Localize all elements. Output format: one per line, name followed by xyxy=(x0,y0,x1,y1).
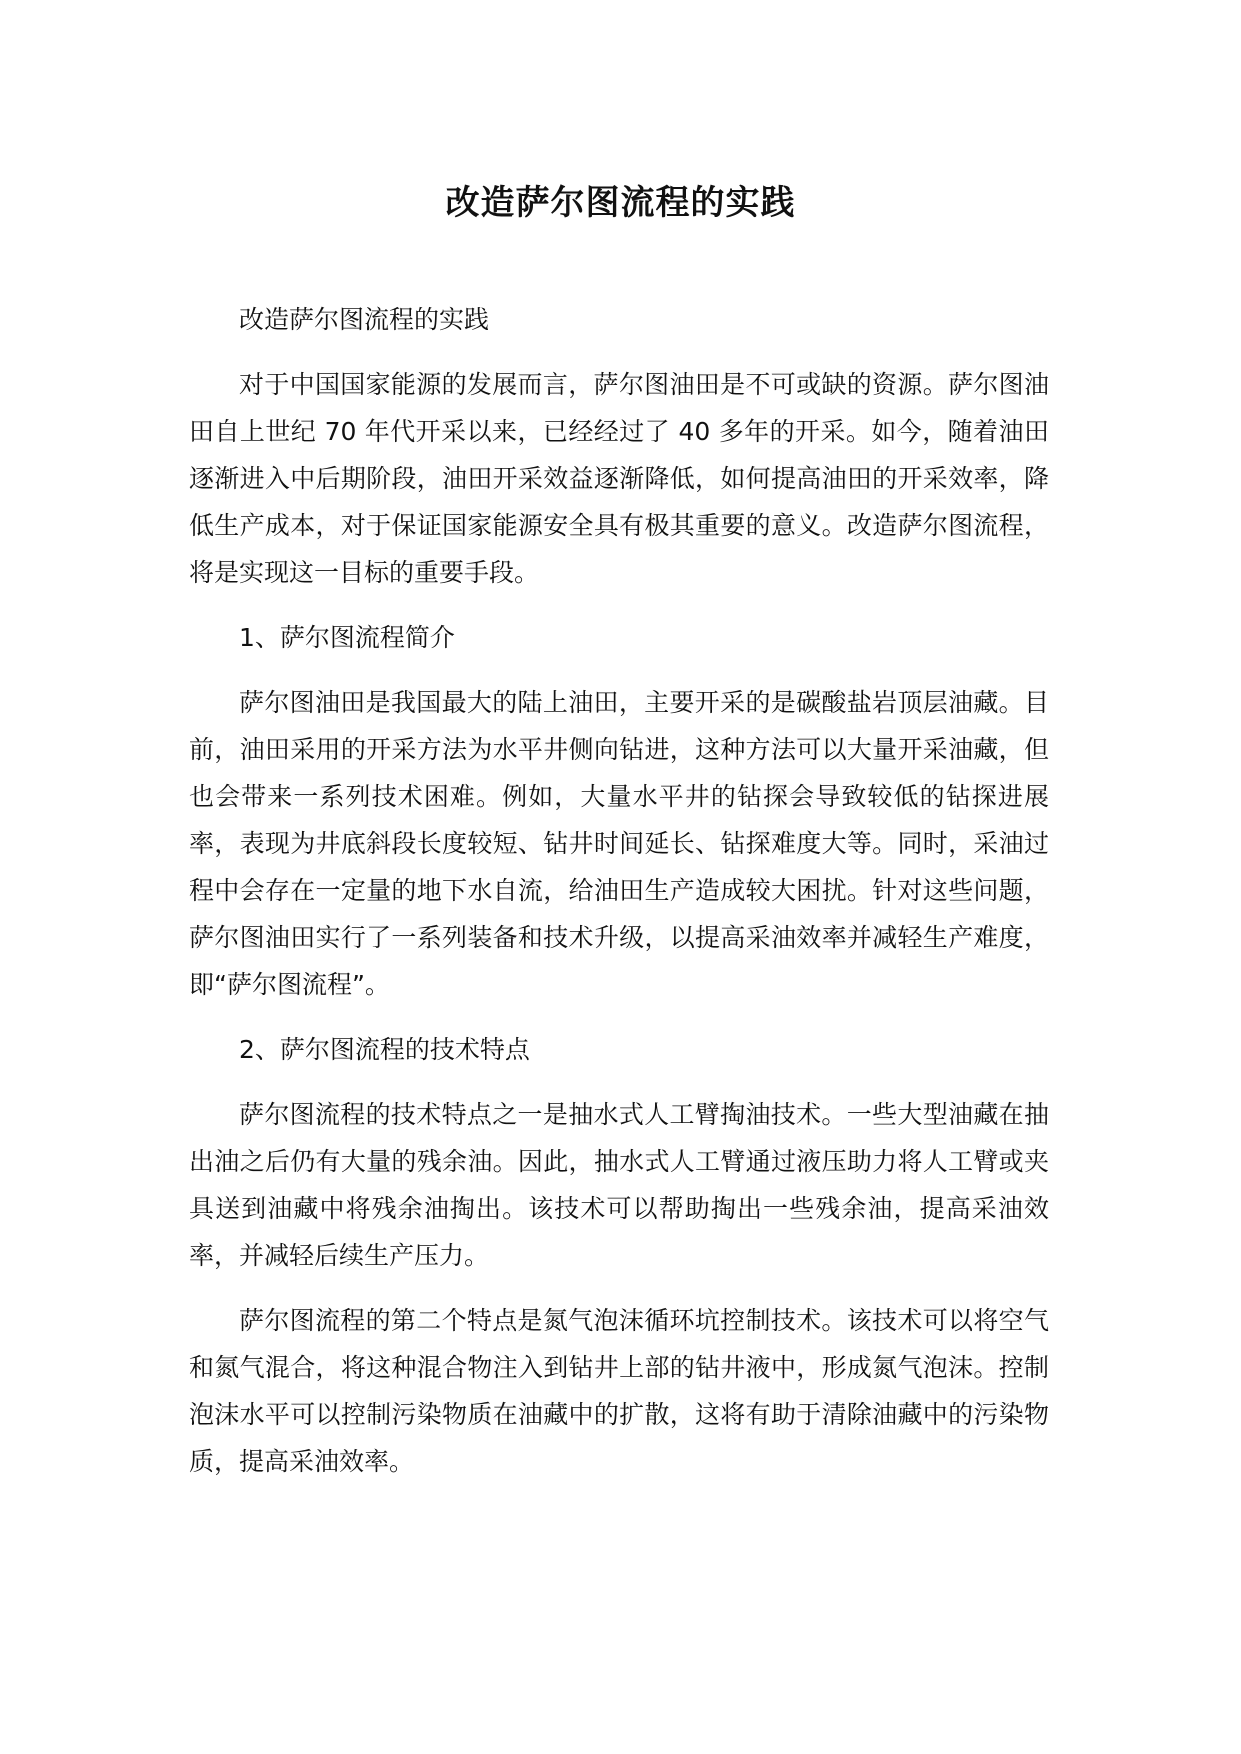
section-2-paragraph-2: 萨尔图流程的第二个特点是氮气泡沫循环坑控制技术。该技术可以将空气和氮气混合，将这种混合物注入到钻井上部的钻井液中，形成氮气泡沫。控制泡沫水平可以控制污染物质在油藏中的扩散，这将有助于清除油藏中的污染物质，提高采油效率。 xyxy=(189,1306,1049,1476)
intro-paragraph: 对于中国国家能源的发展而言，萨尔图油田是不可或缺的资源。萨尔图油田自上世纪 70 年代开采以来，已经经过了 40 多年的开采。如今，随着油田逐渐进入中后期阶段，油田开采效益逐渐降低，如何提高油田的开采效率，降低生产成本，对于保证国家能源安全具有极其重要的意义。改造萨尔图流程，将是实现这一目标的重要手段。 xyxy=(189,370,1049,587)
section-heading-1: 1、萨尔图流程简介 xyxy=(239,623,455,652)
section-2-paragraph-1: 萨尔图流程的技术特点之一是抽水式人工臂掏油技术。一些大型油藏在抽出油之后仍有大量的残余油。因此，抽水式人工臂通过液压助力将人工臂或夹具送到油藏中将残余油掏出。该技术可以帮助掏出一些残余油，提高采油效率，并减轻后续生产压力。 xyxy=(189,1100,1049,1270)
document-title: 改造萨尔图流程的实践 xyxy=(445,183,796,223)
section-1-paragraph: 萨尔图油田是我国最大的陆上油田，主要开采的是碳酸盐岩顶层油藏。目前，油田采用的开采方法为水平井侧向钻进，这种方法可以大量开采油藏，但也会带来一系列技术困难。例如，大量水平井的钻探会导致较低的钻探进展率，表现为井底斜段长度较短、钻井时间延长、钻探难度大等。同时，采油过程中会存在一定量的地下水自流，给油田生产造成较大困扰。针对这些问题，萨尔图油田实行了一系列装备和技术升级，以提高采油效率并减轻生产难度，即“萨尔图流程”。 xyxy=(189,688,1049,999)
section-heading-2: 2、萨尔图流程的技术特点 xyxy=(239,1035,530,1064)
document-body xyxy=(189,296,1049,1503)
subtitle-paragraph: 改造萨尔图流程的实践 xyxy=(239,305,490,334)
